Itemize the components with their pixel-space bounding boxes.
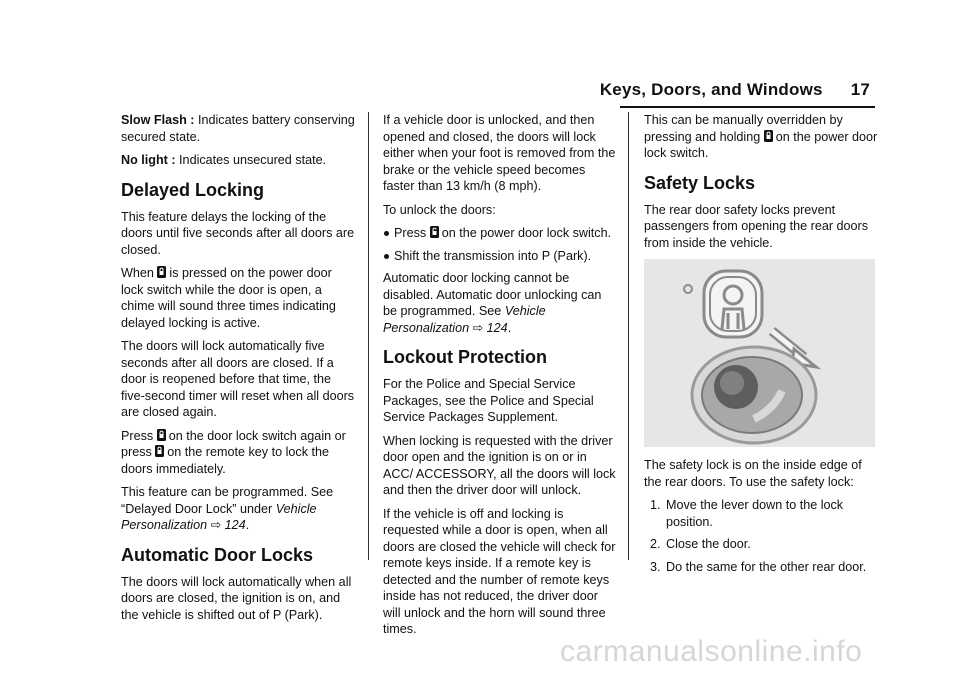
watermark: carmanualsonline.info: [560, 635, 863, 668]
lockout-remote-text: If the vehicle is off and locking is requested while a door is open, when all doors are closed the vehicle will check for remote keys inside. If a remote key is detected and the number of remote keys inside has not reduced, the driver door will unlock and the horn will sound three times.: [383, 506, 616, 636]
page-ref-arrow-icon: ⇨: [210, 518, 222, 532]
page-header: [600, 80, 870, 100]
vehicle-personalization-link[interactable]: Vehicle Personalization: [121, 501, 317, 532]
text: on the remote key to lock the doors immediately.: [121, 445, 330, 476]
lockout-police-text: For the Police and Special Service Packages, see the Police and Special Service Packages Supplement.: [383, 377, 594, 424]
text: This can be manually overridden by pressing and holding: [644, 113, 843, 144]
slow-flash-label: Slow Flash :: [121, 113, 195, 127]
safety-lock-illustration: [644, 259, 875, 447]
page-ref-number[interactable]: 124: [224, 518, 246, 532]
text: on the power door lock switch.: [441, 226, 612, 240]
lockout-driver-text: When locking is requested with the driver door open and the ignition is on or in ACC/ ACCESSORY, all the doors will lock and then the driver door will unlock.: [383, 433, 616, 497]
slow-flash-text: Indicates battery conserving secured state.: [121, 113, 355, 144]
text: .: [245, 518, 250, 532]
step-number: 2.: [650, 537, 661, 551]
delayed-locking-chime: [121, 265, 355, 331]
list-item: [644, 536, 878, 553]
no-light-item: [121, 152, 355, 169]
lockout-protection-heading: Lockout Protection: [383, 347, 548, 367]
list-item: Shift the transmission into P (Park).: [383, 248, 617, 265]
no-light-text: Indicates unsecured state.: [175, 153, 327, 167]
page-number: 17: [850, 80, 870, 99]
automatic-door-locks-heading: Automatic Door Locks: [121, 544, 314, 565]
section-title: Keys, Doors, and Windows: [599, 80, 823, 99]
safety-lock-steps: [644, 497, 878, 575]
text: When: [121, 266, 158, 280]
list-item: [644, 497, 878, 530]
delayed-locking-intro: This feature delays the locking of the doors until five seconds after all doors are closed.: [121, 209, 355, 257]
text: on the power door lock switch.: [644, 129, 878, 160]
text: Press: [121, 428, 157, 443]
auto-locking-note: [383, 270, 617, 336]
lock-icon: [155, 445, 164, 457]
delayed-locking-heading: Delayed Locking: [121, 179, 265, 200]
step-number: 3.: [650, 559, 661, 574]
column-divider: [628, 112, 629, 560]
text: on the door lock switch again or press: [121, 428, 346, 459]
unlock-icon: [430, 226, 439, 238]
safety-locks-location: The safety lock is on the inside edge of the rear doors. To use the safety lock:: [644, 458, 862, 489]
list-item: [383, 225, 617, 242]
column-2: [383, 112, 617, 645]
text: Press: [394, 226, 430, 240]
unlock-list: [383, 225, 617, 264]
unlock-intro: To unlock the doors:: [383, 202, 496, 217]
relock-text: If a vehicle door is unlocked, and then opened and closed, the doors will lock either when your foot is removed from the brake or the vehicle speed becomes faster than 13 km/h (8 mph).: [383, 113, 616, 193]
safety-locks-intro: The rear door safety locks prevent passengers from opening the rear doors from inside the vehicle.: [644, 202, 869, 250]
text: This feature can be programmed. See “Delayed Door Lock” under: [121, 485, 334, 516]
override-text: [644, 112, 878, 162]
lock-icon: [157, 429, 166, 441]
text: .: [507, 320, 512, 335]
safety-lock-illustration-svg: [644, 259, 875, 447]
step-text: Do the same for the other rear door.: [666, 559, 867, 574]
delayed-locking-programming: [121, 484, 355, 534]
step-text: Move the lever down to the lock position.: [666, 498, 844, 529]
text: Automatic door locking cannot be disabled. Automatic door unlocking can be programmed. See: [383, 271, 602, 318]
column-1: [121, 112, 355, 630]
slow-flash-item: [121, 112, 355, 145]
page-ref-arrow-icon: ⇨: [472, 320, 484, 335]
list-item: [644, 559, 878, 576]
delayed-locking-immediate: [121, 428, 355, 478]
step-text: Close the door.: [666, 537, 751, 551]
lock-icon: [157, 266, 166, 278]
lock-icon: [764, 130, 773, 142]
safety-locks-heading: Safety Locks: [644, 172, 756, 193]
vehicle-personalization-link[interactable]: Vehicle Personalization: [383, 304, 546, 335]
column-3: [644, 112, 878, 581]
step-number: 1.: [650, 498, 661, 512]
page-ref-number[interactable]: 124: [486, 320, 508, 335]
column-divider: [368, 112, 369, 560]
delayed-locking-timer: The doors will lock automatically five seconds after all doors are closed. If a door is reopened before that time, the five-second timer will reset when all doors are closed again.: [121, 339, 355, 419]
header-rule: [620, 106, 875, 108]
automatic-door-locks-text: The doors will lock automatically when all doors are closed, the ignition is on, and the vehicle is shifted out of P (Park).: [121, 574, 352, 622]
text: is pressed on the power door lock switch while the door is open, a chime will sound three times indicating delayed locking is active.: [121, 266, 336, 330]
no-light-label: No light :: [121, 153, 176, 167]
